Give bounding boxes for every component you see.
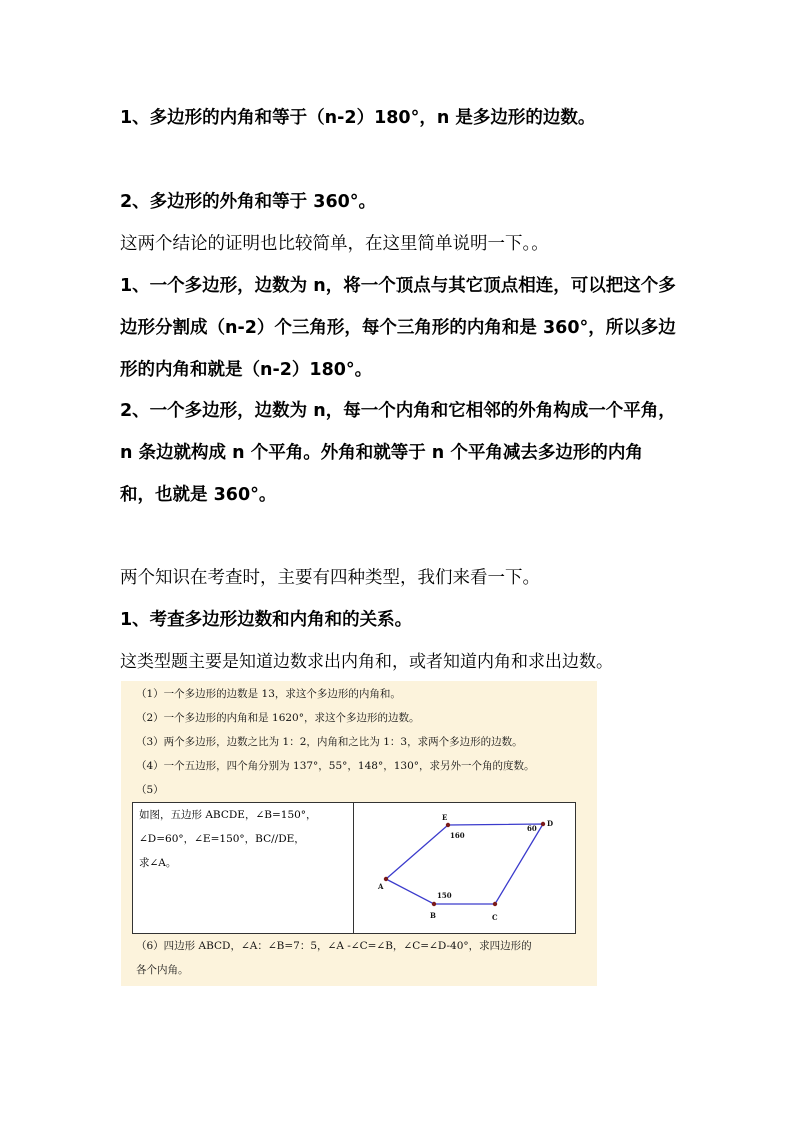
problem-5-line-1: 如图，五边形 ABCDE，∠B=150°， (139, 809, 317, 821)
paragraph-8: 这类型题主要是知道边数求出内角和，或者知道内角和求出边数。 (120, 652, 613, 672)
vertex-b-label: B (430, 911, 436, 920)
vertex-b-point (432, 902, 436, 906)
vertex-c-label: C (492, 913, 498, 922)
vertex-e-point (446, 823, 450, 827)
problem-5-label: （5） (136, 784, 164, 796)
paragraph-4: 1、一个多边形，边数为 n，将一个顶点与其它顶点相连，可以把这个多边形分割成（n-2）个三角形，每个三角形的内角和是 360°，所以多边形的内角和就是（n-2）180°。 (120, 276, 676, 380)
paragraph-1: 1、多边形的内角和等于（n-2）180°，n 是多边形的边数。 (120, 108, 596, 128)
vertex-d-label: D (547, 819, 554, 828)
pentagon-figure (354, 803, 575, 933)
problem-card (121, 681, 597, 986)
vertex-c-point (493, 902, 497, 906)
paragraph-7: 1、考查多边形边数和内角和的关系。 (120, 610, 413, 630)
problem-6-line-1: （6）四边形 ABCD，∠A：∠B=7：5，∠A -∠C=∠B，∠C=∠D-40°，求四边形的 (136, 940, 532, 952)
vertex-d-point (541, 822, 545, 826)
problem-6-line-2: 各个内角。 (136, 964, 189, 976)
paragraph-2: 2、多边形的外角和等于 360°。 (120, 192, 377, 212)
problem-5-line-3: 求∠A。 (139, 857, 177, 869)
paragraph-5: 2、一个多边形，边数为 n，每一个内角和它相邻的外角构成一个平角，n 条边就构成 n 个平角。外角和就等于 n 个平角减去多边形的内角和，也就是 360°。 (120, 401, 676, 505)
problem-5-text (133, 803, 354, 933)
problem-5-box (132, 802, 576, 934)
angle-e-label: 160 (450, 831, 465, 840)
vertex-e-label: E (442, 813, 448, 822)
paragraph-6: 两个知识在考查时，主要有四种类型，我们来看一下。 (120, 568, 540, 588)
problem-2: （2）一个多边形的内角和是 1620°，求这个多边形的边数。 (136, 712, 420, 724)
problem-4: （4）一个五边形，四个角分别为 137°，55°，148°，130°，求另外一个角的度数。 (136, 760, 535, 772)
vertex-a-label: A (378, 882, 384, 891)
angle-d-label: 60 (527, 824, 537, 833)
vertex-a-point (384, 877, 388, 881)
problem-3: （3）两个多边形，边数之比为 1：2，内角和之比为 1：3，求两个多边形的边数。 (136, 736, 523, 748)
angle-b-label: 150 (437, 891, 452, 900)
problem-5-line-2: ∠D=60°，∠E=150°，BC//DE， (139, 833, 305, 845)
problem-1: （1）一个多边形的边数是 13，求这个多边形的内角和。 (136, 688, 401, 700)
paragraph-3: 这两个结论的证明也比较简单，在这里简单说明一下。。 (120, 234, 549, 254)
